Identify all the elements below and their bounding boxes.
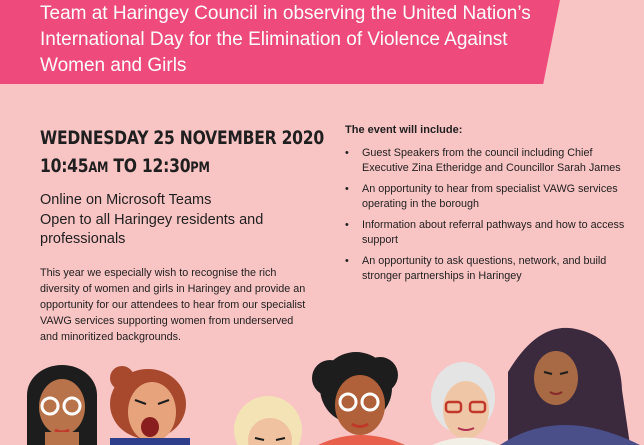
event-location (40, 191, 310, 250)
event-datetime (40, 124, 324, 182)
location-line-1: Online on Microsoft Teams (40, 192, 212, 208)
list-item: • An opportunity to ask questions, network, and build stronger partnerships in Haringey (345, 254, 630, 283)
description-text: This year we especially wish to recognise the rich diversity of women and girls in Haringey and provide an opportunity for our attendees to hear from our specialist VAWG services supporting women from underserved and minoritized backgrounds. (40, 267, 306, 343)
woman-figure-5 (431, 362, 500, 445)
women-illustration (0, 300, 644, 445)
list-item: • Guest Speakers from the council including Chief Executive Zina Etheridge and Councillor Sarah James (345, 146, 630, 175)
woman-figure-3 (234, 396, 302, 445)
woman-figure-4 (312, 352, 405, 445)
banner-text: Team at Haringey Council in observing the United Nation’s International Day for the Elimination of Violence Against Women and Girls (40, 3, 531, 76)
location-line-2: Open to all Haringey residents and professionals (40, 211, 264, 247)
event-list-title: The event will include: (345, 124, 463, 136)
event-date: WEDNESDAY 25 NOVEMBER 2020 (40, 127, 324, 149)
event-list (345, 146, 630, 290)
woman-figure-6 (500, 328, 640, 445)
event-time: 10:45AM TO 12:30PM (40, 155, 210, 177)
list-item: • An opportunity to hear from specialist VAWG services operating in the borough (345, 182, 630, 211)
list-item: • Information about referral pathways and how to access support (345, 218, 630, 247)
woman-figure-1 (27, 365, 97, 445)
woman-figure-2 (110, 366, 190, 445)
